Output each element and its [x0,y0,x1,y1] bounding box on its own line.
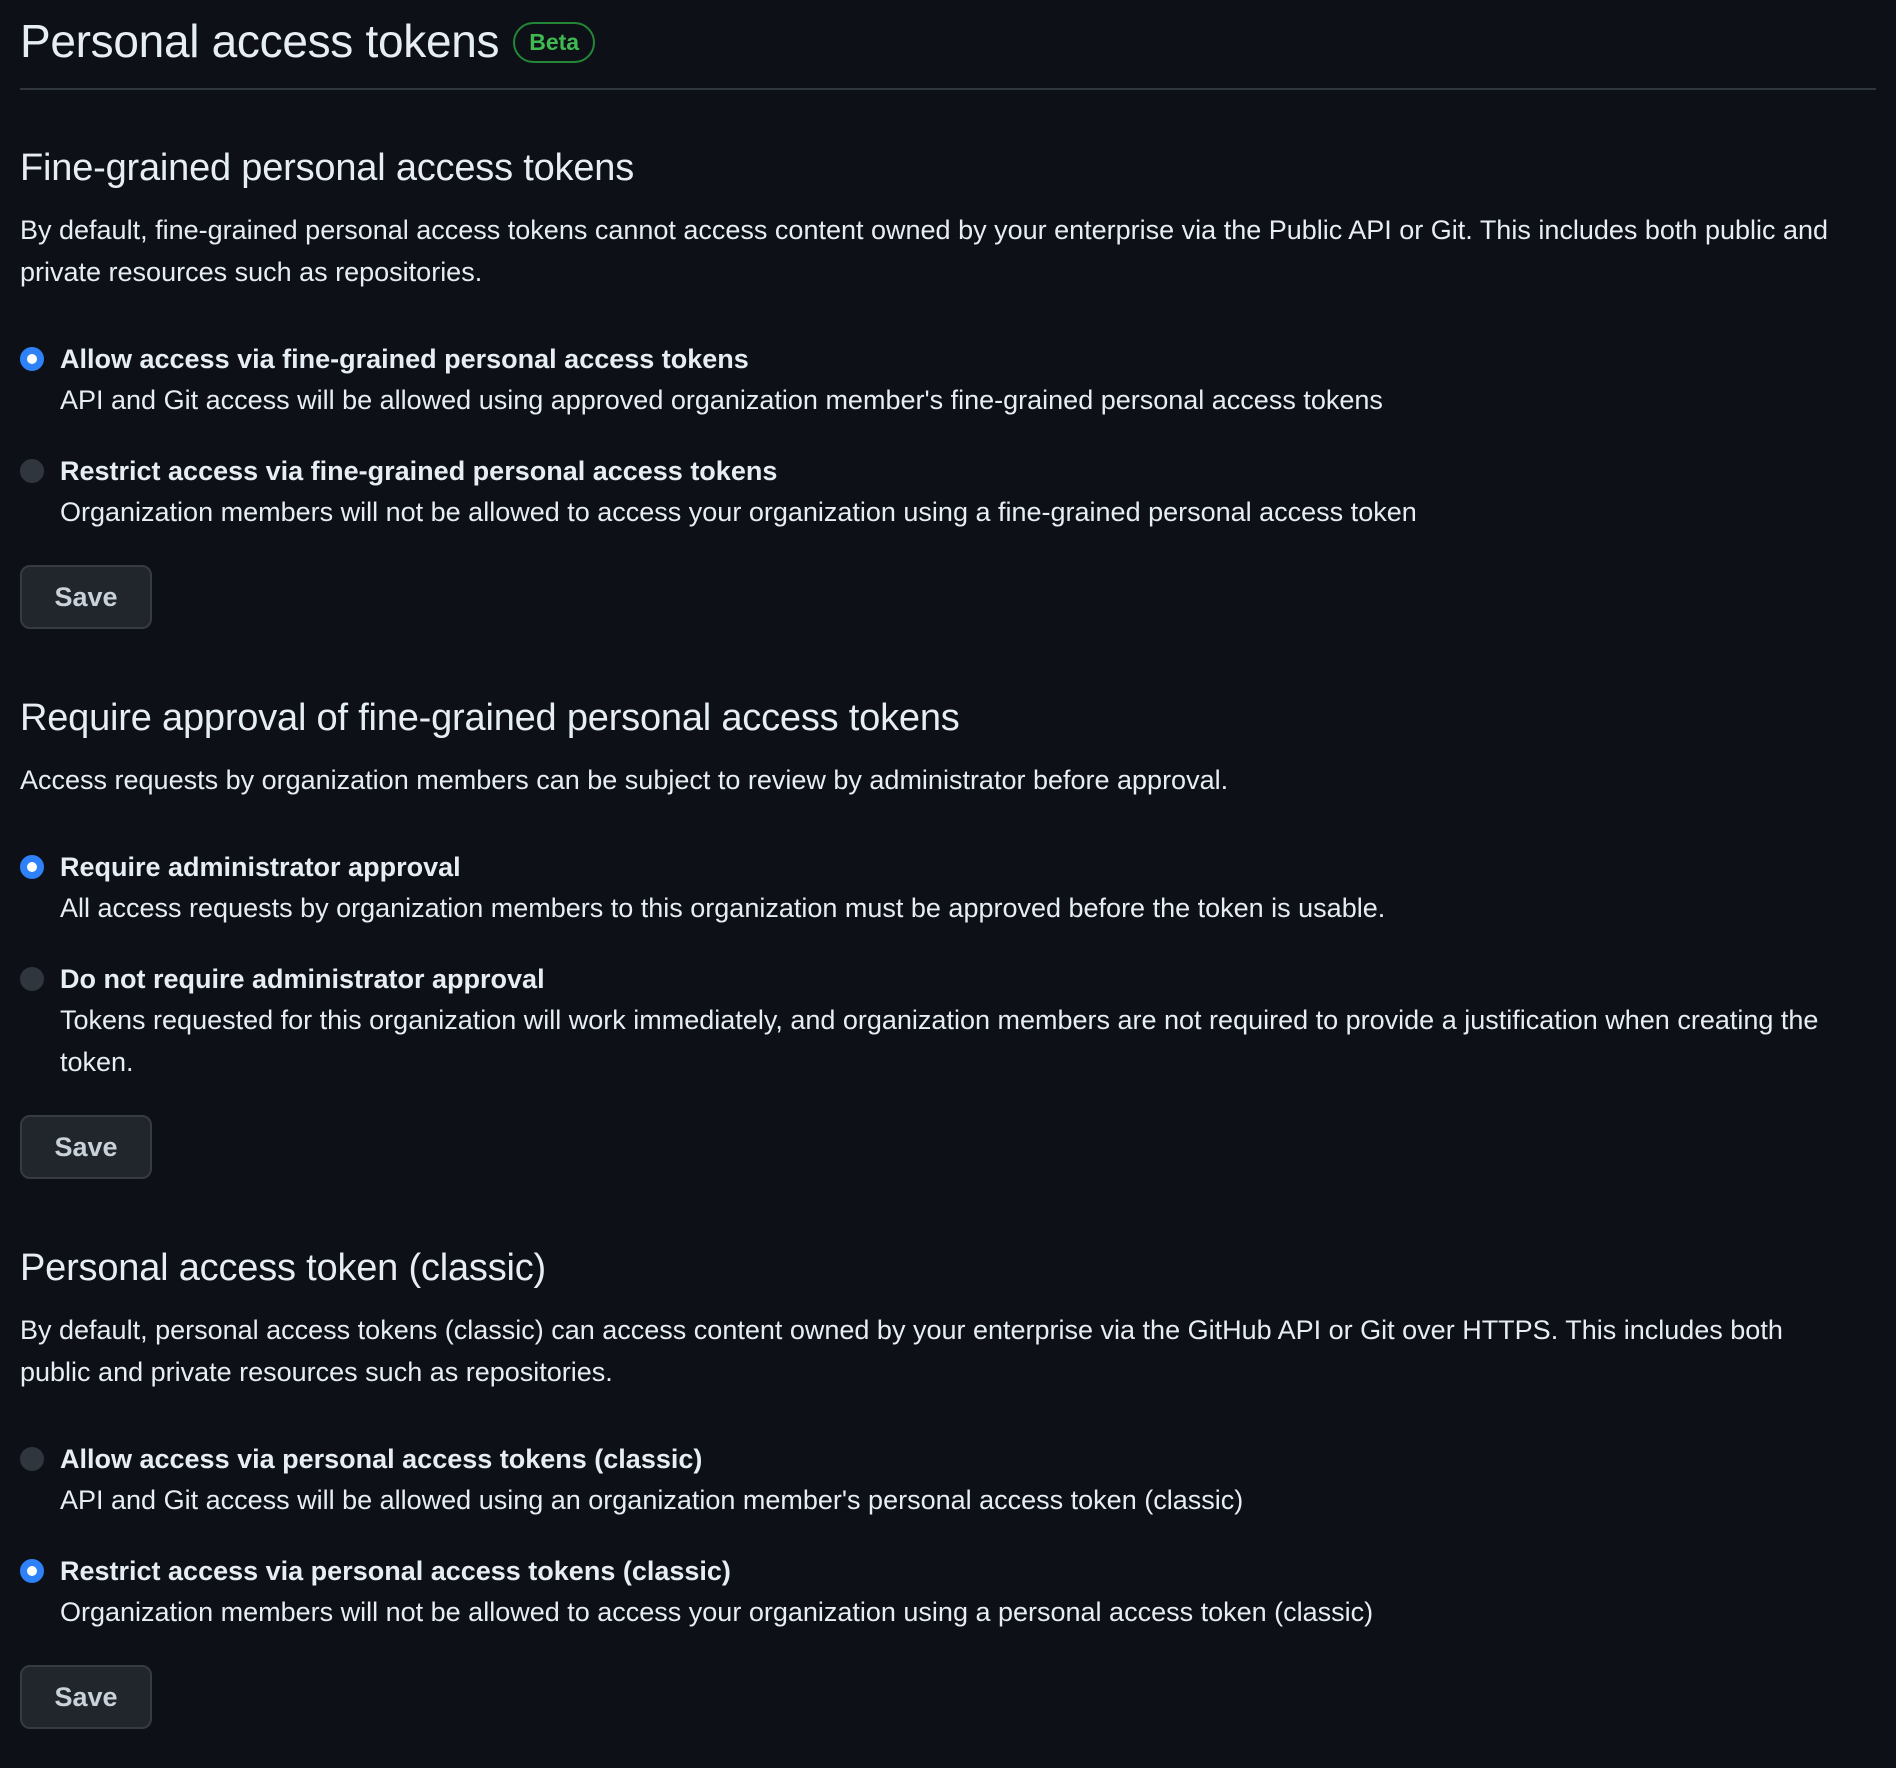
radio-option-label[interactable]: Do not require administrator approval [60,964,545,994]
radio-button-unchecked[interactable] [20,1447,44,1471]
radio-group [20,339,1876,533]
page-header [20,0,1876,90]
section-description: By default, personal access tokens (classic) can access content owned by your enterprise via the GitHub API or Git over HTTPS. This includes both public and private resources such as repositories. [20,1315,1783,1387]
radio-option-label[interactable]: Require administrator approval [60,852,461,882]
radio-option-restrict-fine-grained[interactable] [20,451,1876,533]
section-title: Fine-grained personal access tokens [20,147,635,189]
beta-badge: Beta [513,22,595,63]
save-button[interactable]: Save [20,1115,152,1179]
radio-option-note: Tokens requested for this organization will work immediately, and organization members are not required to provide a justification when creating the token. [60,1005,1819,1077]
radio-button-checked[interactable] [20,855,44,879]
radio-option-note: All access requests by organization members to this organization must be approved before the token is usable. [60,893,1386,923]
section-title: Require approval of fine-grained personal access tokens [20,697,960,739]
radio-option-note: API and Git access will be allowed using an organization member's personal access token (classic) [60,1485,1244,1515]
approval-section [20,695,1876,1179]
section-description: By default, fine-grained personal access tokens cannot access content owned by your enterprise via the Public API or Git. This includes both public and private resources such as repositories. [20,215,1829,287]
radio-option-require-approval[interactable] [20,847,1876,929]
save-button[interactable]: Save [20,1665,152,1729]
radio-group [20,1439,1876,1633]
save-button[interactable]: Save [20,565,152,629]
radio-option-label[interactable]: Restrict access via fine-grained personal access tokens [60,456,778,486]
fine-grained-tokens-section [20,145,1876,629]
radio-option-label[interactable]: Allow access via fine-grained personal access tokens [60,344,749,374]
radio-option-note: API and Git access will be allowed using approved organization member's fine-grained personal access tokens [60,385,1383,415]
radio-option-label[interactable]: Restrict access via personal access tokens (classic) [60,1556,731,1586]
radio-option-note: Organization members will not be allowed to access your organization using a personal access token (classic) [60,1597,1374,1627]
radio-option-allow-classic[interactable] [20,1439,1876,1521]
radio-button-unchecked[interactable] [20,459,44,483]
section-description: Access requests by organization members can be subject to review by administrator before approval. [20,765,1229,795]
radio-option-restrict-classic[interactable] [20,1551,1876,1633]
radio-button-checked[interactable] [20,347,44,371]
radio-option-label[interactable]: Allow access via personal access tokens (classic) [60,1444,703,1474]
radio-button-checked[interactable] [20,1559,44,1583]
section-title: Personal access token (classic) [20,1247,547,1289]
radio-option-allow-fine-grained[interactable] [20,339,1876,421]
radio-button-unchecked[interactable] [20,967,44,991]
radio-group [20,847,1876,1083]
classic-tokens-section [20,1245,1876,1729]
page-title: Personal access tokens [20,15,500,67]
radio-option-no-approval[interactable] [20,959,1876,1083]
radio-option-note: Organization members will not be allowed to access your organization using a fine-grained personal access token [60,497,1417,527]
